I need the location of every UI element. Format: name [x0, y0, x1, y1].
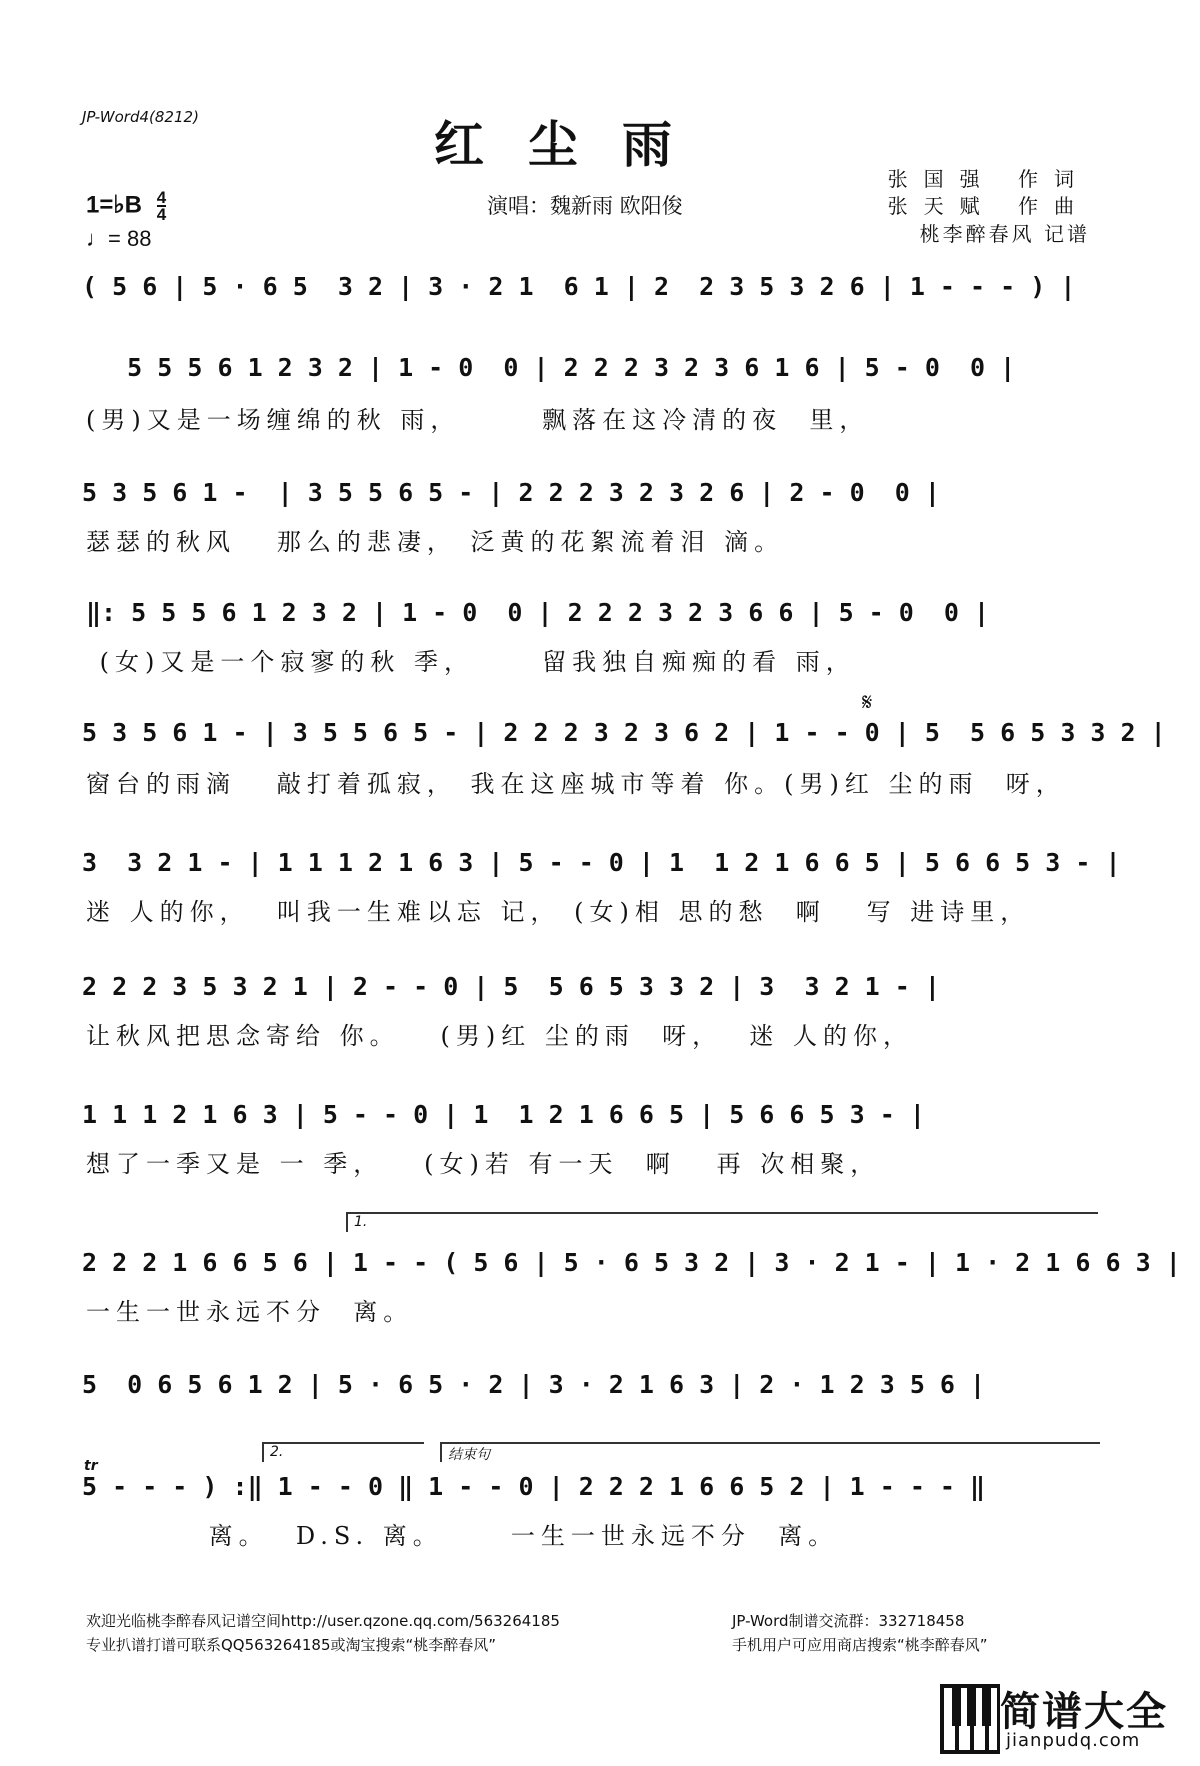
footer-info-1: 欢迎光临桃李醉春风记谱空间http://user.qzone.qq.com/563264185	[86, 1612, 560, 1630]
lyric-line-7: 让秋风把思念寄给 你。 (男)红 尘的雨 呀， 迷 人的你，	[86, 1022, 914, 1050]
footer-info-2: 专业扒谱打谱可联系QQ563264185或淘宝搜索“桃李醉春风”	[86, 1636, 497, 1654]
volta-2-bracket	[262, 1442, 424, 1462]
tempo-mark: ♩= 88	[86, 226, 152, 251]
lyricist-credit: 张国强 作词	[887, 167, 1090, 191]
ending-bracket	[440, 1442, 1100, 1462]
singer-credit: 演唱：魏新雨 欧阳俊	[487, 194, 683, 218]
time-signature	[157, 190, 166, 222]
key-signature	[86, 190, 166, 222]
lyric-line-2: (男)又是一场缠绵的秋 雨， 飘落在这冷清的夜 里，	[86, 406, 870, 434]
lyric-line-8: 想了一季又是 一 季， (女)若 有一天 啊 再 次相聚，	[86, 1150, 881, 1178]
piano-logo-icon	[940, 1684, 1000, 1754]
footer-info-3: JP-Word制谱交流群：332718458	[732, 1612, 965, 1630]
segno-mark: 𝄋	[862, 688, 873, 716]
lyric-line-3: 瑟瑟的秋风 那么的悲凄， 泛黄的花絮流着泪 滴。	[86, 528, 785, 556]
song-title: 红尘雨	[434, 115, 716, 174]
notation-line-7: 2 2 2 3 5 3 2 1 | 2 - - 0 | 5 5 6 5 3 3 2 | 3 3 2 1 - |	[82, 972, 940, 1001]
notation-line-1: ( 5 6 | 5 · 6 5 3 2 | 3 · 2 1 6 1 | 2 2 3 5 3 2 6 | 1 - - - ) |	[82, 272, 1076, 301]
notation-line-5: 5 3 5 6 1 - | 3 5 5 6 5 - | 2 2 2 3 2 3 6 2 | 1 - - 0 | 5 5 6 5 3 3 2 |	[82, 718, 1166, 747]
ending-label: 结束句	[448, 1447, 490, 1463]
notation-line-8: 1 1 1 2 1 6 3 | 5 - - 0 | 1 1 2 1 6 6 5 | 5 6 6 5 3 - |	[82, 1100, 925, 1129]
notation-line-11: 5 - - - ) :‖ 1 - - 0 ‖ 1 - - 0 | 2 2 2 1 6 6 5 2 | 1 - - - ‖	[82, 1472, 986, 1501]
lyric-line-11: 离。 D.S. 离。 一生一世永远不分 离。	[86, 1522, 839, 1550]
notation-line-10: 5 0 6 5 6 1 2 | 5 · 6 5 · 2 | 3 · 2 1 6 3 | 2 · 1 2 3 5 6 |	[82, 1370, 986, 1399]
footer-info-4: 手机用户可应用商店搜索“桃李醉春风”	[732, 1636, 988, 1654]
time-numerator: 4	[156, 188, 167, 207]
volta-1-bracket	[346, 1212, 1098, 1232]
transcriber-credit: 桃李醉春风 记谱	[919, 222, 1090, 246]
software-label: JP-Word4(8212)	[82, 108, 199, 126]
notation-line-4: ‖: 5 5 5 6 1 2 3 2 | 1 - 0 0 | 2 2 2 3 2 3 6 6 | 5 - 0 0 |	[86, 598, 990, 627]
time-denominator: 4	[156, 205, 167, 224]
brand-name: 简谱大全	[1000, 1689, 1168, 1735]
brand-url[interactable]: jianpudq.com	[1006, 1730, 1141, 1751]
notation-line-3: 5 3 5 6 1 - | 3 5 5 6 5 - | 2 2 2 3 2 3 2 6 | 2 - 0 0 |	[82, 478, 940, 507]
lyric-line-5: 窗台的雨滴 敲打着孤寂， 我在这座城市等着 你。(男)红 尘的雨 呀，	[86, 770, 1066, 798]
lyric-line-4: (女)又是一个寂寥的秋 季， 留我独自痴痴的看 雨，	[86, 648, 856, 676]
notation-line-6: 3 3 2 1 - | 1 1 1 2 1 6 3 | 5 - - 0 | 1 1 2 1 6 6 5 | 5 6 6 5 3 - |	[82, 848, 1121, 877]
key-label: 1=♭B	[86, 191, 143, 219]
volta-2-label: 2.	[270, 1444, 284, 1460]
notation-line-9: 2 2 2 1 6 6 5 6 | 1 - - ( 5 6 | 5 · 6 5 3 2 | 3 · 2 1 - | 1 · 2 1 6 6 3 |	[82, 1248, 1181, 1277]
composer-credit: 张天赋 作曲	[887, 194, 1090, 218]
trill-mark: tr	[84, 1458, 98, 1474]
lyric-line-9: 一生一世永远不分 离。	[86, 1298, 414, 1326]
volta-1-label: 1.	[354, 1214, 368, 1230]
notation-line-2: 5 5 5 6 1 2 3 2 | 1 - 0 0 | 2 2 2 3 2 3 6 1 6 | 5 - 0 0 |	[82, 353, 1016, 382]
lyric-line-6: 迷 人的你， 叫我一生难以忘 记， (女)相 思的愁 啊 写 进诗里，	[86, 898, 1031, 926]
